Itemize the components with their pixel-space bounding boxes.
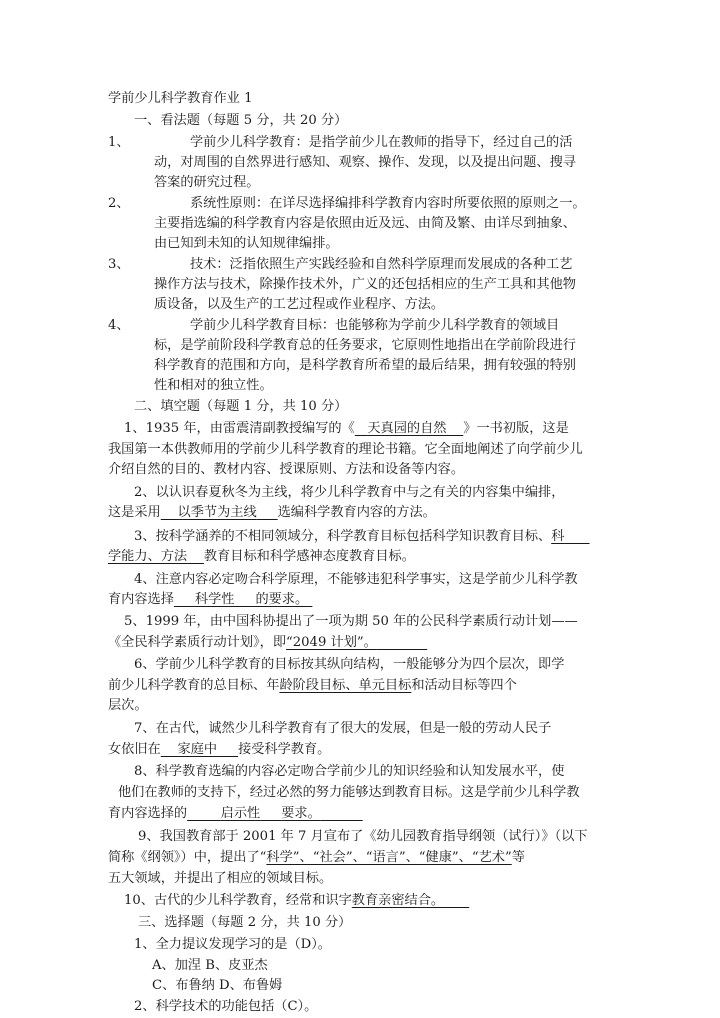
s2-q6-line-2: 前少儿科学教育的总目标、年龄阶段目标、单元目标和活动目标等四个 bbox=[108, 678, 517, 693]
s1-item-2-line-1: 系统性原则：在详尽选择编排科学教育内容时所要依照的原则之一。 bbox=[190, 196, 586, 211]
s1-item-3-number: 3、 bbox=[108, 257, 130, 272]
section-3-heading: 三、选择题（每题 2 分，共 10 分） bbox=[138, 915, 352, 930]
s1-item-4-number: 4、 bbox=[108, 318, 130, 333]
s3-q2: 2、科学技术的功能包括（C）。 bbox=[134, 999, 318, 1014]
s2-q7-line-2: 女依旧在 家庭中 接受科学教育。 bbox=[108, 742, 331, 757]
s1-item-2-number: 2、 bbox=[108, 196, 130, 211]
s2-q5-answer: “2049 计划”。 bbox=[286, 635, 377, 650]
s3-q1-options-cd: C、布鲁纳 D、布鲁姆 bbox=[152, 978, 283, 993]
s2-q5-line-1: 5、1999 年，由中国科协提出了一项为期 50 年的公民科学素质行动计划—— bbox=[124, 614, 578, 629]
s2-q7-answer: 家庭中 bbox=[177, 742, 218, 757]
section-2-heading: 二、填空题（每题 1 分，共 10 分） bbox=[134, 399, 348, 414]
section-1-heading: 一、看法题（每题 5 分，共 20 分） bbox=[134, 113, 348, 128]
s2-q10-answer: 教育亲密结合。 bbox=[351, 893, 445, 908]
s1-item-4-line-1: 学前少儿科学教育目标：也能够称为学前少儿科学教育的领域目 bbox=[190, 318, 560, 333]
s2-q3-line-2: 学能力、方法 教育目标和科学感神态度教育目标。 bbox=[108, 549, 415, 564]
s1-item-4-line-4: 性和相对的独立性。 bbox=[154, 378, 273, 393]
s2-q3-answer-part-1: 科 bbox=[551, 529, 565, 544]
s2-q1-answer: 天真园的自然 bbox=[367, 421, 447, 436]
s2-q6-line-3: 层次。 bbox=[108, 698, 148, 713]
s2-q7-line-1: 7、在古代，诚然少儿科学教育有了很大的发展，但是一般的劳动人民子 bbox=[134, 721, 552, 736]
s2-q1-line-1: 1、1935 年，由雷震清副教授编写的《 天真园的自然 》一书初版，这是 bbox=[124, 421, 569, 436]
s2-q8-line-1: 8、科学教育选编的内容必定吻合学前少儿的知识经验和认知发展水平，使 bbox=[134, 764, 565, 779]
s1-item-2-line-2: 主要指选编的科学教育内容是依照由近及远、由简及繁、由详尽到抽象、 bbox=[154, 216, 576, 231]
s1-item-2-line-3: 由已知到未知的认知规律编排。 bbox=[154, 236, 339, 251]
s1-item-3-line-2: 操作方法与技术，除操作技术外，广义的还包括相应的生产工具和其他物 bbox=[154, 277, 576, 292]
s2-q1-line-3: 介绍自然的目的、教材内容、授课原则、方法和设备等内容。 bbox=[108, 462, 465, 477]
s1-item-4-line-2: 标，是学前阶段科学教育总的任务要求，它原则性地指出在学前阶段进行 bbox=[154, 338, 576, 353]
s1-item-4-line-3: 科学教育的范围和方向，是科学教育所希望的最后结果，拥有较强的特别 bbox=[154, 358, 576, 373]
s1-item-1-line-1: 学前少儿科学教育：是指学前少儿在教师的指导下，经过自己的活 bbox=[190, 135, 573, 150]
document-title: 学前少儿科学教育作业 1 bbox=[108, 91, 253, 106]
s3-q1-options-ab: A、加涅 B、皮亚杰 bbox=[152, 958, 268, 973]
s2-q4-answer: 科学性 bbox=[194, 592, 235, 607]
s2-q10-line: 10、古代的少儿科学教育，经常和识字教育亲密结合。 bbox=[124, 892, 469, 909]
s2-q2-answer: 以季节为主线 bbox=[177, 505, 257, 520]
s1-item-3-line-1: 技术：泛指依照生产实践经验和自然科学原理而发展成的各种工艺 bbox=[190, 257, 573, 272]
s2-q8-line-2: 他们在教师的支持下，经过必然的努力能够达到教育目标。这是学前少儿科学教 bbox=[118, 785, 580, 800]
s2-q8-answer: 启示性 要求。 bbox=[220, 806, 321, 821]
s2-q3-answer-part-2: 学能力、方法 bbox=[108, 549, 188, 564]
s2-q1-line-2: 我国第一本供教师用的学前少儿科学教育的理论书籍。它全面地阐述了向学前少儿 bbox=[108, 442, 583, 457]
s2-q4-line-2: 育内容选择 科学性 的要求。 bbox=[108, 592, 309, 607]
s1-item-1-line-3: 答案的研究过程。 bbox=[154, 175, 260, 190]
s2-q3-line-1: 3、按科学涵养的不相同领域分，科学教育目标包括科学知识教育目标、科 bbox=[134, 528, 590, 545]
s2-q8-line-3: 育内容选择的 启示性 要求。 bbox=[108, 805, 363, 822]
s2-q9-answer: 科学”、“社会”、“语言”、“健康”、“艺术” bbox=[266, 850, 512, 865]
s1-item-1-line-2: 动，对周围的自然界进行感知、观察、操作、发现，以及提出问题、搜寻 bbox=[154, 155, 576, 170]
s1-item-3-line-3: 质设备，以及生产的工艺过程或作业程序、方法。 bbox=[154, 297, 445, 312]
s3-q1: 1、全力提议发现学习的是（D）。 bbox=[134, 937, 331, 952]
s2-q9-line-1: 9、我国教育部于 2001 年 7 月宣布了《幼儿园教育指导纲领（试行）》（以下 bbox=[138, 829, 588, 844]
s2-q6-line-1: 6、学前少儿科学教育的目标按其纵向结构，一般能够分为四个层次，即学 bbox=[134, 657, 565, 672]
s1-item-1-number: 1、 bbox=[108, 135, 130, 150]
s2-q2-line-1: 2、以认识春夏秋冬为主线，将少儿科学教育中与之有关的内容集中编排， bbox=[134, 485, 565, 500]
s2-q2-line-2: 这是采用 以季节为主线 选编科学教育内容的方法。 bbox=[108, 505, 436, 520]
s2-q9-line-2: 简称《纲领》）中，提出了“科学”、“社会”、“语言”、“健康”、“艺术”等 bbox=[108, 850, 525, 865]
s2-q5-line-2: 《全民科学素质行动计划》，即“2049 计划”。 bbox=[108, 634, 427, 651]
s2-q9-line-3: 五大领域，并提出了相应的领域目标。 bbox=[108, 871, 333, 886]
s2-q6-answer: 龄阶段目标、单元目标 bbox=[279, 678, 412, 693]
s2-q4-line-1: 4、注意内容必定吻合科学原理，不能够违犯科学事实，这是学前少儿科学教 bbox=[134, 572, 578, 587]
